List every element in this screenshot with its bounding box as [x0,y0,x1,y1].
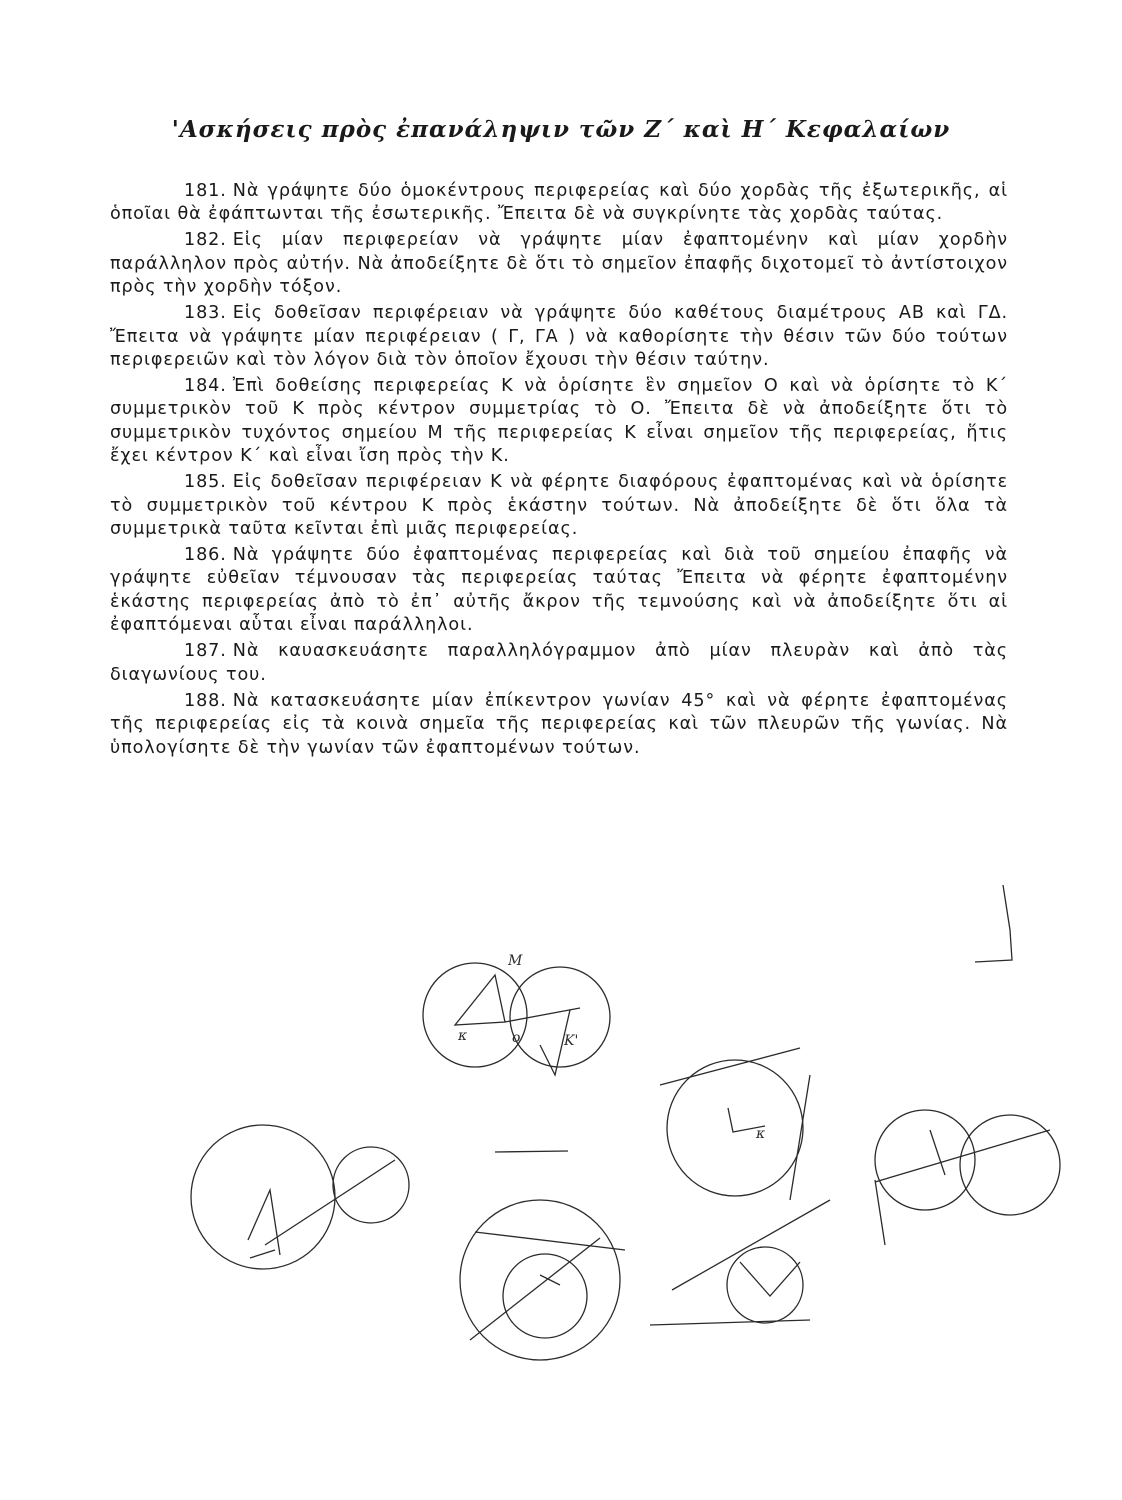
sketch-circle [727,1247,803,1323]
sketch-line [248,1190,280,1255]
exercise-text: Εἰς μίαν περιφερείαν νὰ γράψητε μίαν ἐφαπτομένην καὶ μίαν χορδὴν παράλληλον πρὸς αὐτήν. Νὰ ἀποδείξητε δὲ ὅτι τὸ σημεῖον ἐπαφῆς διχοτομεῖ τὸ ἀντίστοιχον πρὸς τὴν χορδὴν τόξον. [110,230,1008,298]
exercise-188 [110,690,1008,760]
exercise-text: Ἐπὶ δοθείσης περιφερείας Κ νὰ ὁρίσητε ἓν σημεῖον Ο καὶ νὰ ὁρίσητε τὸ Κ΄ συμμετρικὸν τοῦ Κ πρὸς κέντρον συμμετρίας τὸ Ο. Ἔπειτα δὲ νὰ ἀποδείξητε ὅτι τὸ συμμετρικὸν τυχόντος σημείου Μ τῆς περιφερείας Κ εἶναι σημεῖον τῆς περιφερείας, ἥτις ἔχει κέντρον Κ΄ καὶ εἶναι ἴση πρὸς τὴν Κ. [110,376,1008,467]
sketch-circle [333,1147,409,1223]
exercise-number: 188. [184,690,227,711]
sketch-tangent-line [875,1180,885,1245]
sketch-label-k: κ [458,1028,468,1044]
sketch-line [740,1262,800,1296]
exercise-list [110,180,1008,763]
sketch-circle [191,1125,335,1269]
sketch-line [505,1008,580,1022]
sketch-tangent-circles-top [423,953,610,1075]
sketch-line [540,1010,570,1075]
exercise-text: Νὰ γράψητε δύο ὁμοκέντρους περιφερείας καὶ δύο χορδὰς τῆς ἐξωτερικῆς, αἱ ὁποῖαι θὰ ἐφάπτωνται τῆς ἐσωτερικῆς. Ἔπειτα δὲ νὰ συγκρίνητε τὰς χορδὰς ταύτας. [110,181,1008,225]
sketch-label-k-prime: K' [564,1033,579,1049]
sketch-chord [475,1232,625,1250]
sketch-circle [960,1115,1060,1215]
sketch-label-m: M [508,953,523,969]
sketch-tangent-circles-right [875,1110,1060,1245]
sketch-tangent-line [790,1075,810,1200]
sketch-circle [667,1060,803,1196]
exercise-185 [110,471,1008,541]
exercise-number: 181. [184,181,227,201]
exercise-text: Νὰ κατασκευάσητε μίαν ἐπίκεντρον γωνίαν 45° καὶ νὰ φέρητε ἐφαπτομένας τῆς περιφερείας εἰς τὰ κοινὰ σημεῖα τῆς περιφερείας καὶ τῶν πλευρῶν τῆς γωνίας. Νὰ ὑπολογίσητε δὲ τὴν γωνίαν τῶν ἐφαπτομένων τούτων. [110,690,1008,758]
sketch-circle [875,1110,975,1210]
exercise-number: 187. [184,641,227,662]
exercise-number: 183. [184,303,227,324]
exercise-text: Εἰς δοθεῖσαν περιφέρειαν νὰ γράψητε δύο καθέτους διαμέτρους ΑΒ καὶ ΓΔ. Ἔπειτα νὰ γράψητε μίαν περιφέρειαν ( Γ, ΓΑ ) νὰ καθορίσητε τὴν θέσιν τῶν δύο τούτων περιφερειῶν καὶ τὸν λόγον διὰ τὸν ὁποῖον ἔχουσι τὴν θέσιν ταύτην. [110,303,1008,371]
sketch-circle [460,1200,620,1360]
sketch-circle-tangents [660,1048,810,1200]
sketch-secant [265,1160,395,1245]
sketch-tangent-circles-left [191,1125,409,1269]
sketch-label-o: o [512,1030,521,1046]
page-title: 'Ασκήσεις πρὸς ἐπανάληψιν τῶν Ζ΄ καὶ Η΄ Κεφαλαίων [171,116,951,143]
sketch-radius [728,1108,765,1132]
sketch-concentric-circles [460,1200,625,1360]
sketch-secant [875,1130,1050,1182]
sketch-tangent-line [660,1048,800,1085]
exercise-184 [110,375,1008,469]
sketch-circle [510,967,610,1067]
exercise-187 [110,640,1008,687]
exercise-text: Νὰ καυασκευάσητε παραλληλόγραμμον ἀπὸ μίαν πλευρὰν καὶ ἀπὸ τὰς διαγωνίους του. [110,641,1008,685]
exercise-183 [110,302,1008,372]
margin-bracket-mark [975,885,1012,962]
exercise-number: 182. [184,230,227,251]
exercise-number: 186. [184,545,227,566]
sketch-chord [470,1238,600,1340]
sketch-angle-tangents [650,1200,830,1325]
sketch-circle [503,1254,587,1338]
exercise-number: 184. [184,376,227,397]
sketch-triangle [455,975,505,1025]
sketch-tangent-line [650,1320,810,1325]
sketch-label-k2: κ [756,1126,766,1142]
sketch-tangent-line [672,1200,830,1290]
exercise-186 [110,544,1008,638]
sketch-horizontal-line [495,1151,568,1152]
sketch-line [930,1130,945,1175]
exercise-number: 185. [184,472,227,493]
sketch-line [250,1250,275,1258]
exercise-182 [110,229,1008,299]
sketch-circle [423,963,527,1067]
exercise-181 [110,180,1008,227]
exercise-text: Νὰ γράψητε δύο ἐφαπτομένας περιφερείας καὶ διὰ τοῦ σημείου ἐπαφῆς νὰ γράψητε εὐθεῖαν τέμνουσαν τὰς περιφερείας ταύτας Ἔπειτα νὰ φέρητε ἐφαπτομένην ἑκάστης περιφερείας ἀπὸ τὸ ἐπ᾽ αὐτῆς ἄκρον τῆς τεμνούσης καὶ νὰ ἀποδείξητε ὅτι αἱ ἐφαπτόμεναι αὗται εἶναι παράλληλοι. [110,545,1008,636]
exercise-text: Εἰς δοθεῖσαν περιφέρειαν Κ νὰ φέρητε διαφόρους ἐφαπτομένας καὶ νὰ ὁρίσητε τὸ συμμετρικὸν τοῦ κέντρου Κ πρὸς ἑκάστην τούτων. Νὰ ἀποδείξητε δὲ ὅτι ὅλα τὰ συμμετρικὰ ταῦτα κεῖνται ἐπὶ μιᾶς περιφερείας. [110,472,1008,540]
sketch-line [540,1275,560,1285]
